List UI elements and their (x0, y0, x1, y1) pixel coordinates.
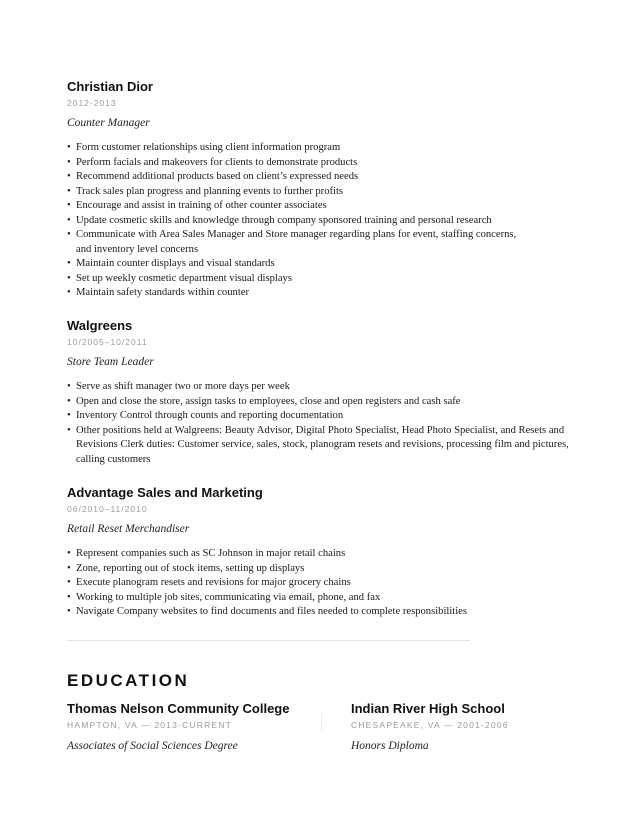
list-item: • Execute planogram resets and revisions for major grocery chains (67, 576, 577, 591)
list-item: • Form customer relationships using client information program (67, 141, 577, 156)
list-item: • Zone, reporting out of stock items, setting up displays (67, 562, 577, 577)
column-separator (321, 713, 322, 731)
employment-dates: 06/2010–11/2010 (67, 504, 148, 514)
education-entry-indian-river (351, 701, 509, 753)
responsibility-list (67, 547, 577, 620)
list-item: • Perform facials and makeovers for clients to demonstrate products (67, 156, 577, 171)
list-item: • Maintain counter displays and visual standards (67, 257, 577, 272)
list-item: • Set up weekly cosmetic department visual displays (67, 272, 577, 287)
list-item: • Working to multiple job sites, communicating via email, phone, and fax (67, 591, 577, 606)
list-item: • Represent companies such as SC Johnson in major retail chains (67, 547, 577, 562)
list-item: • Open and close the store, assign tasks to employees, close and open registers and cash safe (67, 395, 577, 410)
job-title: Retail Reset Merchandiser (67, 523, 190, 535)
school-name: Thomas Nelson Community College (67, 701, 290, 716)
section-divider (67, 640, 470, 641)
job-title: Store Team Leader (67, 356, 154, 368)
school-name: Indian River High School (351, 701, 505, 716)
list-item: • Other positions held at Walgreens: Beauty Advisor, Digital Photo Specialist, Head Photo Specialist, and Resets and Revisions Clerk duties: Customer service, sales, stock, planogram resets and revisions, processing film and pictures, calling customers (67, 424, 577, 468)
degree-title: Associates of Social Sciences Degree (67, 740, 238, 752)
list-item: • Inventory Control through counts and reporting documentation (67, 409, 577, 424)
responsibility-list (67, 141, 577, 301)
company-name: Advantage Sales and Marketing (67, 485, 263, 500)
company-name: Christian Dior (67, 79, 153, 94)
list-item: • Update cosmetic skills and knowledge through company sponsored training and personal research (67, 214, 577, 229)
list-item: • Track sales plan progress and planning events to further profits (67, 185, 577, 200)
employment-dates: 2012-2013 (67, 98, 117, 108)
list-item: • Communicate with Area Sales Manager and Store manager regarding plans for event, staffing concerns, and inventory level concerns (67, 228, 577, 257)
list-item: • Encourage and assist in training of other counter associates (67, 199, 577, 214)
experience-entry-christian-dior (67, 79, 577, 301)
education-heading: EDUCATION (67, 671, 190, 690)
experience-entry-walgreens (67, 318, 577, 467)
company-name: Walgreens (67, 318, 133, 333)
school-location-dates: HAMPTON, VA — 2013-CURRENT (67, 720, 233, 730)
list-item: • Serve as shift manager two or more days per week (67, 380, 577, 395)
employment-dates: 10/2005–10/2011 (67, 337, 148, 347)
list-item: • Navigate Company websites to find documents and files needed to complete responsibilities (67, 605, 577, 620)
responsibility-list (67, 380, 577, 467)
education-entry-thomas-nelson (67, 701, 289, 753)
job-title: Counter Manager (67, 117, 150, 129)
experience-entry-advantage-sales (67, 485, 577, 620)
school-location-dates: CHESAPEAKE, VA — 2001-2006 (351, 720, 509, 730)
list-item: • Maintain safety standards within counter (67, 286, 577, 301)
degree-title: Honors Diploma (351, 740, 429, 752)
list-item: • Recommend additional products based on client’s expressed needs (67, 170, 577, 185)
